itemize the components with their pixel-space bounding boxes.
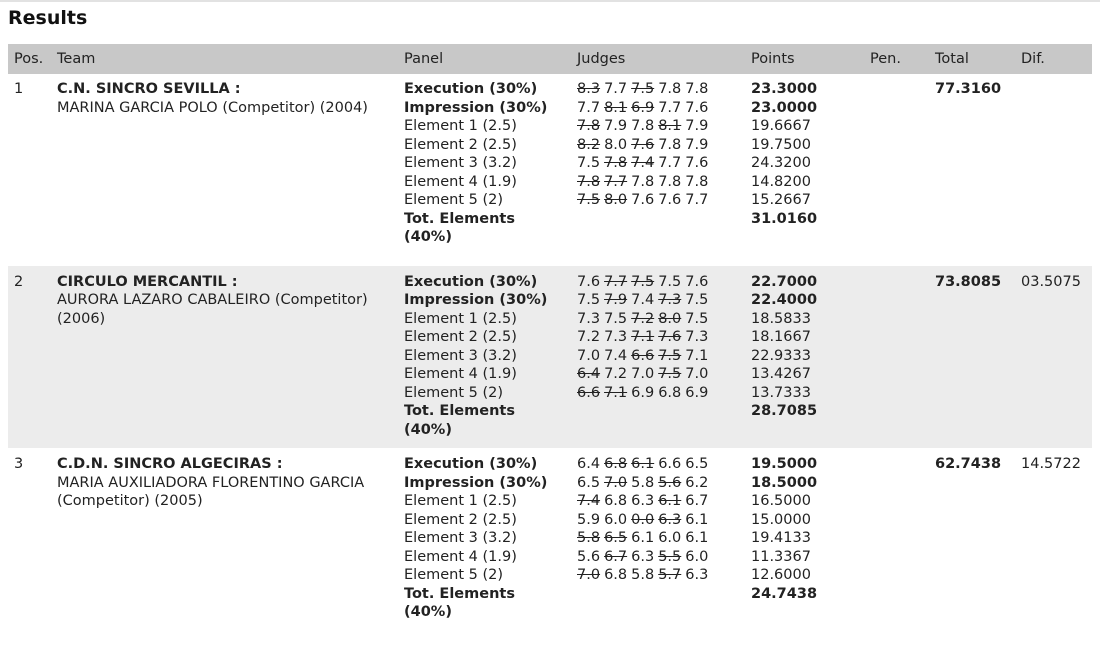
results-body <box>8 74 1092 631</box>
panel-cell <box>398 448 571 631</box>
difference-cell: 14.5722 <box>1021 456 1081 472</box>
judge-scores <box>577 529 739 548</box>
discarded-score: 7.1 <box>631 329 655 345</box>
judge-score: 8.0 <box>604 136 628 153</box>
discarded-score: 5.7 <box>658 567 682 583</box>
discarded-score: 7.0 <box>577 567 601 583</box>
panel-points: 24.3200 <box>751 155 811 171</box>
discarded-score: 7.4 <box>577 493 601 509</box>
panel-label: Impression (30%) <box>404 474 548 491</box>
judge-score: 7.2 <box>577 329 601 345</box>
judge-score: 6.1 <box>685 511 709 528</box>
discarded-score: 7.7 <box>604 273 628 290</box>
discarded-score: 6.8 <box>604 456 628 472</box>
discarded-score: 7.8 <box>577 118 601 134</box>
panel-label: Tot. Elements (40%) <box>404 585 515 620</box>
discarded-score: 7.8 <box>577 173 601 190</box>
judge-scores <box>577 328 739 347</box>
discarded-score: 8.1 <box>604 99 628 116</box>
panel-points: 22.4000 <box>751 292 818 308</box>
judge-score: 6.3 <box>631 493 655 509</box>
judge-score: 6.8 <box>658 384 682 401</box>
judge-scores <box>577 80 739 99</box>
discarded-score: 6.7 <box>604 548 628 565</box>
judge-score: 7.9 <box>685 118 709 134</box>
judge-score: 7.8 <box>631 118 655 134</box>
panel-points: 18.1667 <box>751 329 811 345</box>
panel-points: 28.7085 <box>751 403 818 419</box>
discarded-score: 8.1 <box>658 118 682 134</box>
judge-score: 6.0 <box>658 530 682 546</box>
judge-score: 6.1 <box>631 530 655 546</box>
judge-score: 7.3 <box>577 310 601 327</box>
judge-score: 6.8 <box>604 567 628 583</box>
judge-scores <box>577 566 739 585</box>
discarded-score: 7.9 <box>604 292 628 308</box>
team-name: CIRCULO MERCANTIL : <box>57 273 238 290</box>
judge-score: 7.5 <box>604 310 628 327</box>
team-cell <box>51 74 398 266</box>
judge-scores <box>577 365 739 384</box>
points-cell <box>745 266 864 449</box>
panel-points: 11.3367 <box>751 548 811 565</box>
points-cell <box>745 448 864 631</box>
panel-points: 13.4267 <box>751 366 811 382</box>
judge-scores <box>577 117 739 136</box>
total-cell: 62.7438 <box>935 456 1002 472</box>
panel-label: Element 1 (2.5) <box>404 310 517 327</box>
panel-label: Element 5 (2) <box>404 384 504 401</box>
difference-cell <box>1015 74 1092 266</box>
panel-label: Element 2 (2.5) <box>404 329 517 345</box>
discarded-score: 8.3 <box>577 81 601 97</box>
discarded-score: 7.1 <box>604 384 628 401</box>
discarded-score: 6.5 <box>604 530 628 546</box>
discarded-score: 7.5 <box>658 366 682 382</box>
judge-score: 6.9 <box>631 384 655 401</box>
judge-score: 7.7 <box>685 192 709 208</box>
panel-label: Element 3 (3.2) <box>404 155 517 171</box>
judge-score: 7.6 <box>658 192 682 208</box>
discarded-score: 5.8 <box>577 530 601 546</box>
team-name: C.N. SINCRO SEVILLA : <box>57 81 241 97</box>
panel-label: Tot. Elements (40%) <box>404 403 515 438</box>
judge-score: 6.6 <box>658 456 682 472</box>
discarded-score: 8.0 <box>658 310 682 327</box>
judge-scores <box>577 136 739 155</box>
judges-cell <box>571 74 745 266</box>
panel-points: 18.5833 <box>751 310 811 327</box>
points-cell <box>745 74 864 266</box>
panel-label: Element 1 (2.5) <box>404 493 517 509</box>
judge-score: 5.8 <box>631 567 655 583</box>
judge-score: 6.3 <box>631 548 655 565</box>
discarded-score: 6.1 <box>658 493 682 509</box>
discarded-score: 6.4 <box>577 366 601 382</box>
discarded-score: 7.0 <box>604 474 628 491</box>
discarded-score: 7.7 <box>604 173 628 190</box>
judge-score: 7.6 <box>685 273 709 290</box>
judge-score: 7.3 <box>604 329 628 345</box>
discarded-score: 7.6 <box>658 329 682 345</box>
judge-score: 7.3 <box>685 329 709 345</box>
judge-score: 6.1 <box>685 530 709 546</box>
panel-points: 22.9333 <box>751 347 811 364</box>
results-table <box>8 44 1092 631</box>
panel-cell <box>398 266 571 449</box>
judge-score: 7.6 <box>685 99 709 116</box>
result-row <box>8 266 1092 449</box>
judge-score: 7.4 <box>631 292 655 308</box>
judge-score: 6.9 <box>685 384 709 401</box>
penalty-cell <box>864 74 929 266</box>
discarded-score: 7.2 <box>631 310 655 327</box>
competitor-name: MARINA GARCIA POLO (Competitor) (2004) <box>57 99 368 116</box>
column-header-team: Team <box>51 44 398 74</box>
panel-label: Element 5 (2) <box>404 192 504 208</box>
judge-scores <box>577 154 739 173</box>
judge-score: 7.9 <box>604 118 628 134</box>
judge-scores <box>577 455 739 474</box>
discarded-score: 7.5 <box>631 273 655 290</box>
judge-score: 6.4 <box>577 456 601 472</box>
judge-scores <box>577 548 739 567</box>
judge-score: 7.6 <box>685 155 709 171</box>
panel-label: Element 3 (3.2) <box>404 530 517 546</box>
team-name: C.D.N. SINCRO ALGECIRAS : <box>57 456 283 472</box>
judge-score: 5.9 <box>577 511 601 528</box>
position-cell: 2 <box>8 266 51 449</box>
judge-scores <box>577 173 739 192</box>
judge-score: 7.0 <box>577 347 601 364</box>
panel-points: 23.3000 <box>751 81 818 97</box>
judge-scores <box>577 191 739 210</box>
judge-score: 7.6 <box>577 273 601 290</box>
judge-score: 7.2 <box>604 366 628 382</box>
judge-score: 6.7 <box>685 493 709 509</box>
column-header-panel: Panel <box>398 44 571 74</box>
judge-score: 7.0 <box>685 366 709 382</box>
column-header-pos: Pos. <box>8 44 51 74</box>
discarded-score: 5.6 <box>658 474 682 491</box>
discarded-score: 0.0 <box>631 511 655 528</box>
judge-score: 6.3 <box>685 567 709 583</box>
discarded-score: 6.6 <box>577 384 601 401</box>
discarded-score: 7.4 <box>631 155 655 171</box>
judge-score: 7.8 <box>685 173 709 190</box>
panel-points: 19.7500 <box>751 136 811 153</box>
judge-score: 5.8 <box>631 474 655 491</box>
total-cell: 77.3160 <box>935 81 1002 97</box>
panel-points: 16.5000 <box>751 493 811 509</box>
judge-score: 7.7 <box>658 155 682 171</box>
total-cell: 73.8085 <box>929 266 1015 449</box>
position-cell: 1 <box>14 81 24 97</box>
top-divider <box>0 0 1100 2</box>
panel-label: Element 4 (1.9) <box>404 366 517 382</box>
discarded-score: 5.5 <box>658 548 682 565</box>
panel-label: Element 5 (2) <box>404 567 504 583</box>
competitor-name: MARIA AUXILIADORA FLORENTINO GARCIA (Competitor) (2005) <box>57 474 365 509</box>
judge-score: 7.5 <box>577 155 601 171</box>
result-row <box>8 448 1092 631</box>
judge-scores <box>577 474 739 493</box>
panel-points: 24.7438 <box>751 585 818 602</box>
panel-label: Impression (30%) <box>404 99 548 116</box>
judge-score: 7.8 <box>658 136 682 153</box>
judge-scores <box>577 99 739 118</box>
panel-points: 15.2667 <box>751 192 811 208</box>
judge-score: 7.8 <box>685 81 709 97</box>
team-cell <box>51 266 398 449</box>
header-row <box>8 44 1092 74</box>
judge-score: 7.5 <box>577 292 601 308</box>
panel-label: Element 2 (2.5) <box>404 511 517 528</box>
judge-scores <box>577 511 739 530</box>
panel-label: Tot. Elements (40%) <box>404 210 515 245</box>
panel-points: 18.5000 <box>751 474 818 491</box>
penalty-cell <box>864 266 929 449</box>
discarded-score: 7.3 <box>658 292 682 308</box>
column-header-judges: Judges <box>571 44 745 74</box>
panel-label: Execution (30%) <box>404 81 538 97</box>
judge-score: 7.6 <box>631 192 655 208</box>
position-cell: 3 <box>14 456 24 472</box>
discarded-score: 7.5 <box>631 81 655 97</box>
judge-score: 7.9 <box>685 136 709 153</box>
panel-label: Element 4 (1.9) <box>404 173 517 190</box>
judge-score: 7.7 <box>604 81 628 97</box>
difference-cell: 03.5075 <box>1015 266 1092 449</box>
panel-cell <box>398 74 571 266</box>
judge-scores <box>577 273 739 292</box>
judge-score: 7.8 <box>631 173 655 190</box>
judge-score: 7.8 <box>658 173 682 190</box>
panel-points: 19.4133 <box>751 530 811 546</box>
judge-score: 6.2 <box>685 474 709 491</box>
judge-score: 7.7 <box>577 99 601 116</box>
judge-score: 6.0 <box>604 511 628 528</box>
penalty-cell <box>864 448 929 631</box>
column-header-points: Points <box>745 44 864 74</box>
judge-score: 7.5 <box>685 310 709 327</box>
judge-score: 6.5 <box>577 474 601 491</box>
judge-scores <box>577 310 739 329</box>
panel-label: Execution (30%) <box>404 456 538 472</box>
discarded-score: 7.8 <box>604 155 628 171</box>
panel-points: 12.6000 <box>751 567 811 583</box>
judge-scores <box>577 492 739 511</box>
panel-points: 19.5000 <box>751 456 818 472</box>
panel-points: 22.7000 <box>751 273 818 290</box>
judges-cell <box>571 266 745 449</box>
judge-scores <box>577 347 739 366</box>
discarded-score: 6.6 <box>631 347 655 364</box>
discarded-score: 7.5 <box>577 192 601 208</box>
discarded-score: 7.5 <box>658 347 682 364</box>
judge-score: 7.5 <box>685 292 709 308</box>
panel-label: Element 3 (3.2) <box>404 347 517 364</box>
judge-score: 7.7 <box>658 99 682 116</box>
discarded-score: 6.3 <box>658 511 682 528</box>
team-cell <box>51 448 398 631</box>
judge-score: 7.0 <box>631 366 655 382</box>
judge-scores <box>577 291 739 310</box>
panel-label: Element 4 (1.9) <box>404 548 517 565</box>
judge-score: 7.5 <box>658 273 682 290</box>
panel-points: 19.6667 <box>751 118 811 134</box>
column-header-dif: Dif. <box>1015 44 1092 74</box>
judge-score: 6.0 <box>685 548 709 565</box>
panel-label: Execution (30%) <box>404 273 538 290</box>
column-header-total: Total <box>929 44 1015 74</box>
discarded-score: 6.1 <box>631 456 655 472</box>
discarded-score: 6.9 <box>631 99 655 116</box>
panel-points: 15.0000 <box>751 511 811 528</box>
judge-score: 7.8 <box>658 81 682 97</box>
judge-score: 7.1 <box>685 347 709 364</box>
judges-cell <box>571 448 745 631</box>
panel-points: 31.0160 <box>751 210 818 227</box>
judge-score: 6.5 <box>685 456 709 472</box>
panel-points: 13.7333 <box>751 384 811 401</box>
panel-points: 23.0000 <box>751 99 818 116</box>
result-row <box>8 74 1092 266</box>
judge-score: 6.8 <box>604 493 628 509</box>
competitor-name: AURORA LAZARO CABALEIRO (Competitor) (2006) <box>57 292 368 327</box>
discarded-score: 8.2 <box>577 136 601 153</box>
panel-label: Impression (30%) <box>404 292 548 308</box>
panel-label: Element 1 (2.5) <box>404 118 517 134</box>
judge-score: 7.4 <box>604 347 628 364</box>
panel-label: Element 2 (2.5) <box>404 136 517 153</box>
judge-score: 5.6 <box>577 548 601 565</box>
discarded-score: 7.6 <box>631 136 655 153</box>
column-header-pen: Pen. <box>864 44 929 74</box>
discarded-score: 8.0 <box>604 192 628 208</box>
judge-scores <box>577 384 739 403</box>
panel-points: 14.8200 <box>751 173 811 190</box>
page-title: Results <box>8 7 88 29</box>
